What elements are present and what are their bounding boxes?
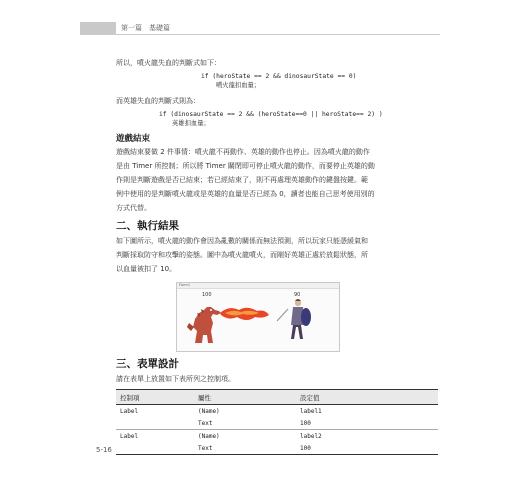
paragraph-game-over-1: 遊戲結束要做 2 件事情：噴火龍不再動作、英雄的動作也停止。因為噴火龍的動作 xyxy=(116,148,370,156)
hero-hp-label: 90 xyxy=(294,292,301,298)
paragraph-results-2: 判斷採取防守和攻擊的姿態。圖中為噴火龍噴火，而剛好英雄正處於放鬆狀態，所 xyxy=(116,251,368,259)
paragraph-dragon-damage: 所以，噴火龍失血的判斷式如下： xyxy=(116,59,221,67)
table-cell xyxy=(116,417,194,430)
hero-sprite xyxy=(277,299,311,339)
table-row xyxy=(116,430,438,443)
column-header-property: 屬性 xyxy=(194,390,296,405)
paragraph-results-3: 以血量被扣了 10。 xyxy=(116,265,177,273)
column-header-control: 控制項 xyxy=(116,390,194,405)
table-cell xyxy=(116,442,194,455)
section-heading-results: 二、執行結果 xyxy=(116,220,179,232)
game-scene xyxy=(177,283,339,351)
paragraph-game-over-5: 方式代替。 xyxy=(116,204,151,212)
code-hero-action: 英雄扣血量； xyxy=(172,120,210,127)
table-row xyxy=(116,442,438,455)
paragraph-form-instruction: 請在表單上放置如下表所列之控制項。 xyxy=(116,375,235,383)
table-cell: label1 xyxy=(300,407,322,415)
chapter-tab-marker xyxy=(80,22,116,34)
table-cell: label2 xyxy=(296,430,438,443)
page-number: 5-16 xyxy=(96,446,112,454)
chapter-title: 第一篇 基礎篇 xyxy=(121,24,170,32)
table-cell: Label xyxy=(116,430,194,443)
code-hero-condition: if (dinosaurState == 2 && (heroState==0 || heroState== 2) ) xyxy=(159,111,383,118)
table-row xyxy=(116,405,438,418)
table-cell: Text xyxy=(194,442,296,455)
game-window-title: Form1 xyxy=(179,283,191,287)
paragraph-game-over-2: 是由 Timer 所控制；所以將 Timer 關閉即可停止噴火龍的動作，而要停止英雄的動 xyxy=(116,162,375,170)
code-dragon-action: 噴火龍扣血量； xyxy=(216,82,261,89)
table-row xyxy=(116,417,438,430)
table-cell: Text xyxy=(198,419,213,427)
table-header-row xyxy=(116,390,438,405)
subheading-game-over: 遊戲結束 xyxy=(116,134,151,144)
paragraph-hero-damage: 而英雄失血的判斷式則為： xyxy=(116,97,200,105)
paragraph-game-over-4: 例中使用的是判斷噴火龍或是英雄的血量是否已經為 0，讀者也能自己思考使用別的 xyxy=(116,190,375,198)
table-cell: Label xyxy=(120,407,139,415)
code-dragon-condition: if (heroState == 2 && dinosaurState == 0) xyxy=(201,73,357,80)
paragraph-game-over-3: 作則是判斷遊戲是否已結束；若已經結束了，則不再處理英雄動作的鍵盤按鍵。範 xyxy=(116,176,368,184)
dragon-sprite xyxy=(187,307,221,343)
header-divider xyxy=(80,34,440,35)
game-screenshot xyxy=(176,282,340,352)
table-cell: (Name) xyxy=(198,407,220,415)
paragraph-results-1: 如下圖所示，噴火龍的動作會因為亂數的關係而無法預測，所以玩家只能憑緩氣和 xyxy=(116,237,368,245)
table-cell: (Name) xyxy=(194,430,296,443)
column-header-value: 設定值 xyxy=(296,390,438,405)
table-cell: 100 xyxy=(296,442,438,455)
controls-table xyxy=(116,389,438,455)
section-heading-form-design: 三、表單設計 xyxy=(116,358,179,370)
fire-breath xyxy=(220,308,269,320)
dragon-hp-label: 100 xyxy=(202,292,212,298)
table-cell: 100 xyxy=(300,419,311,427)
